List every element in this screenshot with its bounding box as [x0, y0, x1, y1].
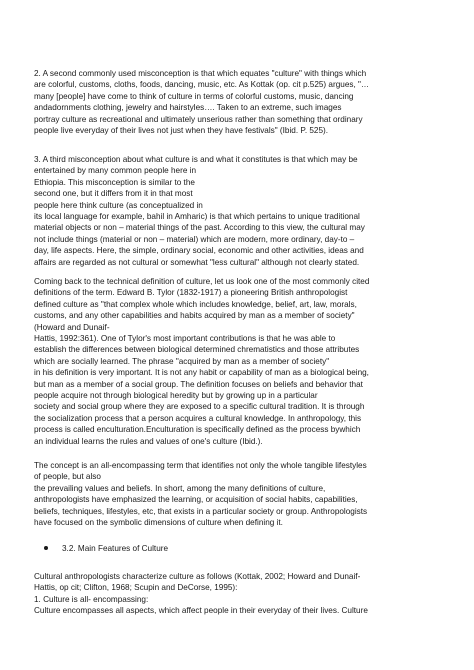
- text-line: entertained by many common people here in: [34, 166, 197, 176]
- text-line: day, life aspects. Here, the simple, ordinary social, economic and other activities, ideas and: [34, 246, 364, 256]
- text-line: defined culture as "that complex whole which includes knowledge, belief, art, law, morals,: [34, 299, 357, 309]
- text-line: in his definition is very important. It is not any habit or capability of man as a biological being,: [34, 368, 369, 378]
- text-line: many [people] have come to think of culture in terms of colorful customs, music, dancing: [34, 91, 354, 101]
- text-line: its local language for example, bahil in Amharic) is that which pertains to unique traditional: [34, 212, 360, 222]
- text-line: establish the differences between biological determined chrematistics and those attributes: [34, 345, 360, 355]
- text-line: people acquire not through biological heredity but by growing up in a particular: [34, 391, 318, 401]
- text-line: definitions of the term. Edward B. Tylor (1832-1917) a pioneering British anthropologist: [34, 288, 348, 298]
- text-line: not include things (material or non – material) which are modern, more ordinary, day-to –: [34, 234, 355, 244]
- text-line: customs, and any other capabilities and habits acquired by man as a member of society": [34, 311, 355, 321]
- text-line: Culture encompasses all aspects, which affect people in their everyday of their lives. Culture: [34, 606, 368, 616]
- text-line: portray culture as recreational and ultimately unserious rather than something that ordinary: [34, 114, 363, 124]
- paragraph-misconception-3: [34, 154, 446, 268]
- text-line: the prevailing values and beliefs. In short, among the many definitions of culture,: [34, 483, 326, 493]
- bullet-icon: [44, 546, 48, 550]
- text-line: 2. A second commonly used misconception is that which equates "culture" with things which: [34, 69, 367, 78]
- text-line: Hattis, op cit; Clifton, 1968; Scupin and DeCorse, 1995):: [34, 583, 238, 593]
- text-line: The concept is an all-encompassing term that identifies not only the whole tangible lifestyles: [34, 461, 367, 470]
- text-line: 1. Culture is all- encompassing:: [34, 594, 149, 604]
- text-line: the socialization process that a person acquires a cultural knowledge. In anthropology, this: [34, 413, 362, 423]
- text-line: people live everyday of their lives not just when they have festivals" (Ibid. P. 525).: [34, 126, 329, 136]
- section-heading-bullet: [44, 543, 168, 554]
- text-line: second one, but it differs from it in that most: [34, 189, 193, 199]
- paragraph-concept: [34, 460, 446, 528]
- text-line: anthropologists have emphasized the learning, or acquisition of social habits, capabilities,: [34, 495, 358, 505]
- text-line: (Howard and Dunaif-: [34, 322, 110, 332]
- text-line: Hattis, 1992:361). One of Tylor's most important contributions is that he was able to: [34, 334, 336, 344]
- text-line: Ethiopia. This misconception is similar to the: [34, 177, 195, 187]
- text-line: Cultural anthropologists characterize culture as follows (Kottak, 2002; Howard and Dunaif-: [34, 572, 361, 581]
- text-line: beliefs, techniques, lifestyles, etc, that exists in a particular society or group. Anthropologists: [34, 506, 368, 516]
- text-line: process is called enculturation.Enculturation is specifically defined as the process bywhich: [34, 425, 361, 435]
- text-line: are colorful, customs, cloths, foods, dancing, music, etc. As Kottak (op. cit p.525) argues, "…: [34, 80, 370, 90]
- section-heading: 3.2. Main Features of Culture: [62, 544, 169, 553]
- text-line: material objects or non – material things of the past. According to this view, the cultural may: [34, 223, 365, 233]
- paragraph-tylor-definition: [34, 276, 446, 447]
- text-line: 3. A third misconception about what culture is and what it constitutes is that which may be: [34, 155, 358, 164]
- text-line: which are socially learned. The phrase "acquired by man as a member of society": [34, 356, 330, 366]
- text-line: have focused on the symbolic dimensions of culture when defining it.: [34, 518, 283, 528]
- text-line: andadornments clothing, jewelry and hairstyles…. Taken to an extreme, such images: [34, 103, 342, 113]
- paragraph-misconception-2: [34, 68, 446, 136]
- text-line: of people, but also: [34, 472, 101, 482]
- text-line: Coming back to the technical definition of culture, let us look one of the most commonly cited: [34, 277, 370, 286]
- text-line: affairs are regarded as not cultural or somewhat "less cultural" although not clearly stated.: [34, 257, 360, 267]
- text-line: people here think culture (as conceptualized in: [34, 200, 203, 210]
- text-line: an individual learns the rules and values of one's culture (Ibid.).: [34, 436, 263, 446]
- text-line: but man as a member of a social group. The definition focuses on beliefs and behavior that: [34, 379, 363, 389]
- text-line: society and social group where they are exposed to a specific cultural tradition. It is through: [34, 402, 365, 412]
- paragraph-features: [34, 571, 446, 617]
